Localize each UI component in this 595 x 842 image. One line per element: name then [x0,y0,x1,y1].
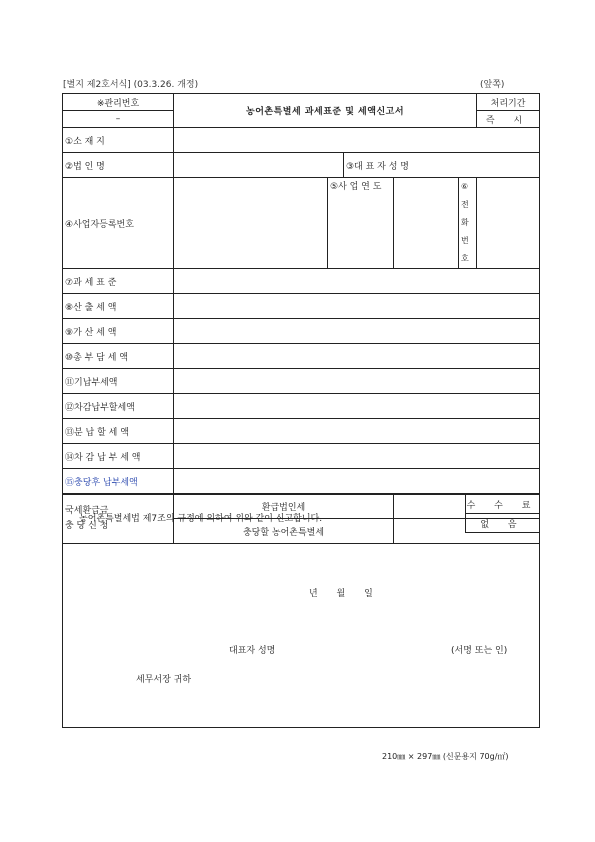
fee-box [465,495,539,533]
tax-return-form [62,93,540,544]
processing-period-value: 즉 시 [477,111,540,128]
prepaid-tax-field[interactable] [174,369,540,394]
calculated-tax-field[interactable] [174,294,540,319]
row-label-tax-base: ⑦과 세 표 준 [63,269,174,294]
row-label-prepaid-tax: ⑪기납부세액 [63,369,174,394]
after-offset-field[interactable] [174,469,540,494]
signature-label[interactable]: (서명 또는 인) [451,646,508,656]
refund-corp-tax-label: 환급법인세 [174,494,394,519]
representative-field[interactable] [459,153,540,178]
row-label-phone: ⑥전 화 번 호 [459,178,477,269]
row-label-after-offset: ⑮충당후 납부세액 [63,469,174,494]
fee-value: 없 음 [466,514,540,533]
net-payable-field[interactable] [174,394,540,419]
row-label-representative: ③대 표 자 성 명 [344,153,459,178]
refund-offset-label: 국세환급금 충 당 신 청 [63,494,174,544]
row-label-penalty-tax: ⑨가 산 세 액 [63,319,174,344]
row-label-balance-due: ⑭차 감 납 부 세 액 [63,444,174,469]
page-side-label: (앞쪽) [480,80,505,90]
total-tax-field[interactable] [174,344,540,369]
processing-period-label: 처리기간 [477,94,540,111]
declaration-box [62,494,540,728]
row-label-net-payable: ⑫차감납부할세액 [63,394,174,419]
row-label-business-year: ⑤사 업 연 도 [328,178,394,269]
installment-field[interactable] [174,419,540,444]
mgmt-no-field[interactable]: – [63,111,174,128]
fee-label: 수 수 료 [466,495,540,514]
location-field[interactable] [174,128,540,153]
row-label-location: ①소 재 지 [63,128,174,153]
paper-spec: 210㎜ × 297㎜ (신문용지 70g/㎡) [382,752,509,761]
row-label-calculated-tax: ⑧산 출 세 액 [63,294,174,319]
business-no-field[interactable] [174,178,328,269]
business-year-field[interactable] [394,178,459,269]
row-label-business-no: ④사업자등록번호 [63,178,174,269]
addressee: 세무서장 귀하 [136,675,192,685]
declaration-statement: 농어촌특별세법 제7조의 규정에 의하여 위와 같이 신고합니다. [79,514,323,524]
row-label-installment: ⑬분 납 할 세 액 [63,419,174,444]
balance-due-field[interactable] [174,444,540,469]
penalty-tax-field[interactable] [174,319,540,344]
offset-special-tax-label: 충당할 농어촌특별세 [174,519,394,544]
tax-base-field[interactable] [174,269,540,294]
row-label-corp-name: ②법 인 명 [63,153,174,178]
phone-field[interactable] [477,178,540,269]
form-title: 농어촌특별세 과세표준 및 세액신고서 [174,94,477,128]
form-reference: [별지 제2호서식] (03.3.26. 개정) [63,80,199,90]
declaration-date[interactable]: 년 월 일 [309,589,373,599]
representative-label: 대표자 성명 [229,646,276,656]
row-label-total-tax: ⑩총 부 담 세 액 [63,344,174,369]
mgmt-no-label: ※관리번호 [63,94,174,111]
corp-name-field[interactable] [174,153,344,178]
